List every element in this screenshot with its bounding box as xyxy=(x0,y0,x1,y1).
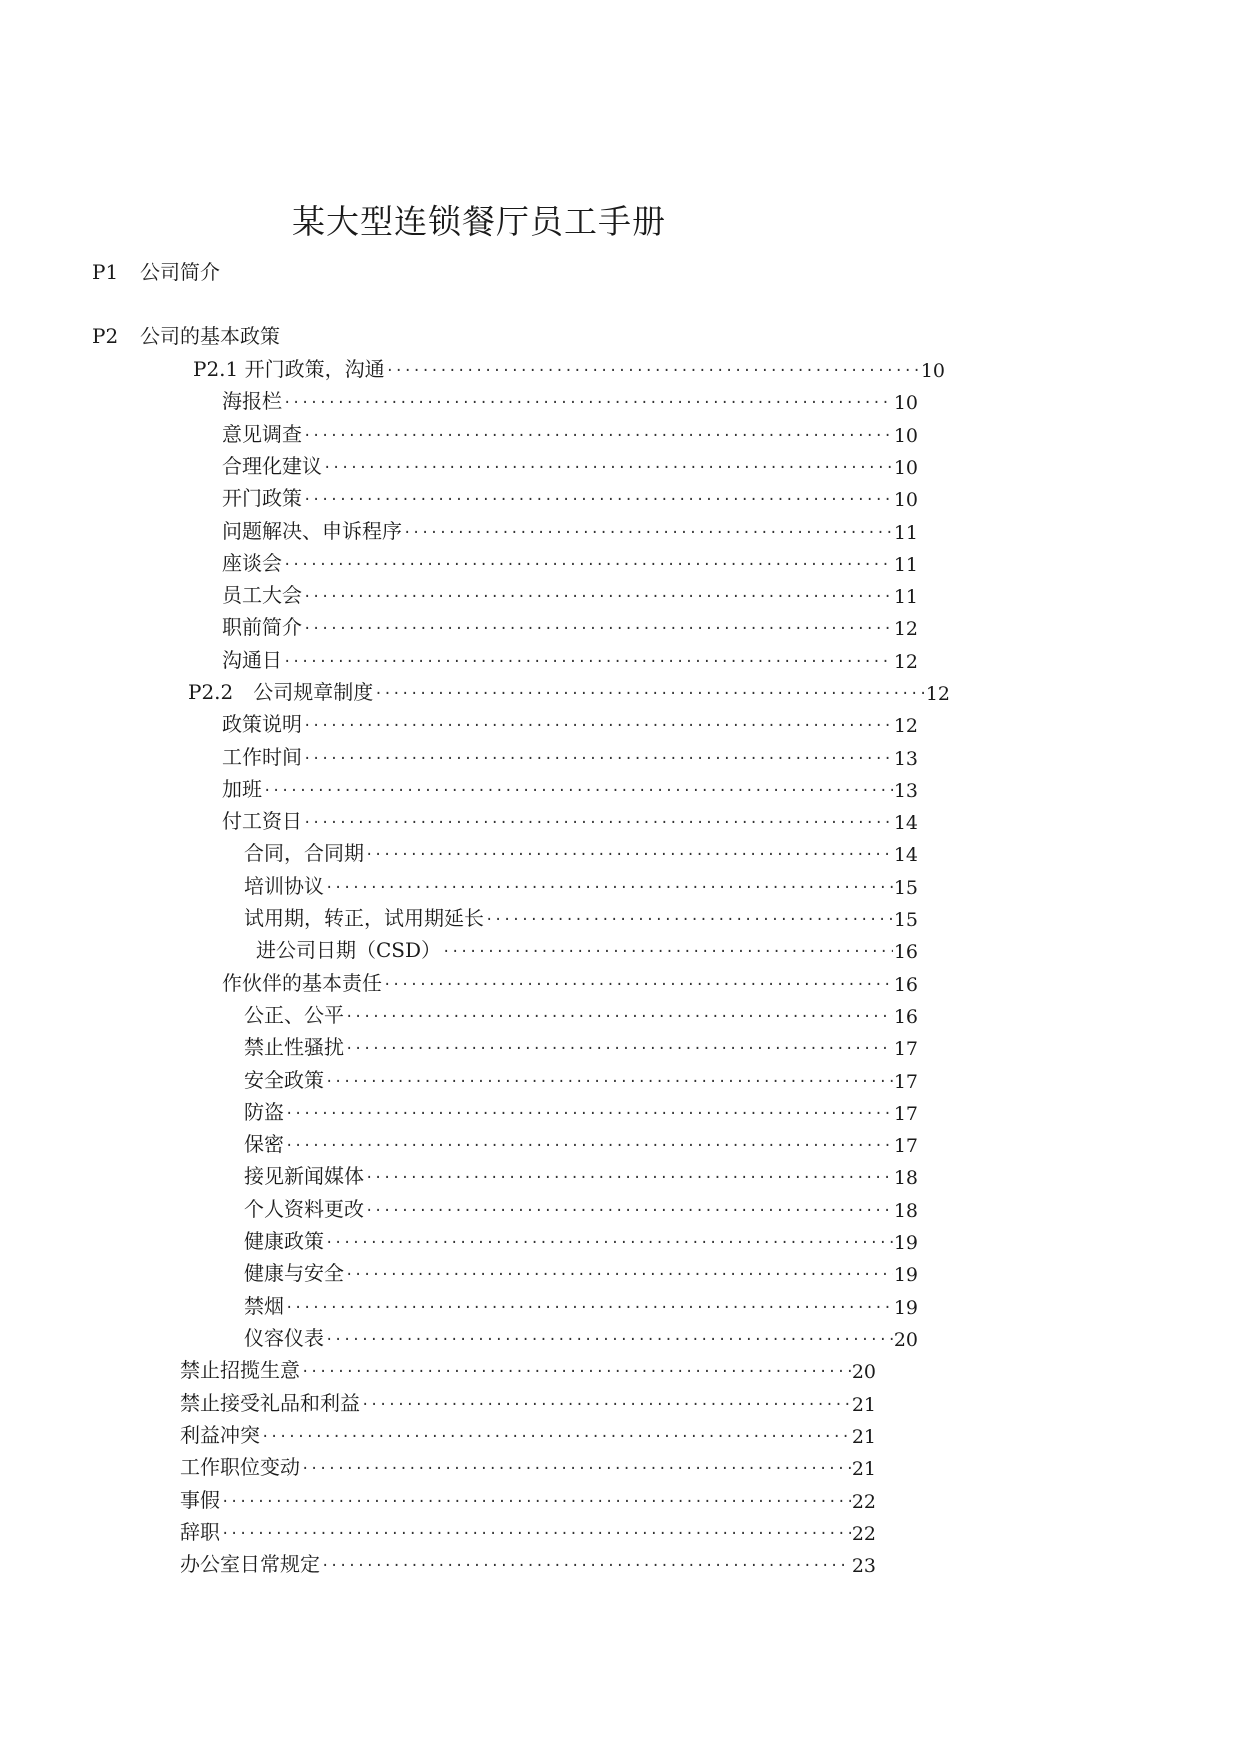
toc-entry xyxy=(222,802,918,834)
toc-page-number: 12 xyxy=(893,618,918,640)
dot-leader xyxy=(374,687,925,701)
toc-entry-label: 合同，合同期 xyxy=(244,841,364,865)
toc-page-number: 21 xyxy=(851,1394,876,1416)
toc-entry-label: 意见调查 xyxy=(222,422,302,446)
toc-page-number: 20 xyxy=(893,1329,918,1351)
dot-leader xyxy=(403,526,893,540)
toc-entry xyxy=(244,1028,918,1060)
toc-page-number: 16 xyxy=(893,1006,918,1028)
toc-entry xyxy=(244,1287,918,1319)
toc-entry-label: P2.1 开门政策，沟通 xyxy=(193,357,385,381)
toc-entry-label: 作伙伴的基本责任 xyxy=(222,971,382,995)
toc-page-number: 10 xyxy=(920,360,945,382)
dot-leader xyxy=(345,1010,893,1024)
toc-entry-label: 加班 xyxy=(222,777,262,801)
dot-leader xyxy=(303,590,893,604)
toc-entry-label: 进公司日期（CSD） xyxy=(256,938,442,962)
toc-entry-label: 问题解决、申诉程序 xyxy=(222,519,402,543)
dot-leader xyxy=(285,1107,893,1121)
dot-leader xyxy=(365,1204,893,1218)
toc-entry xyxy=(222,512,918,544)
toc-entry-label: 禁烟 xyxy=(244,1294,284,1318)
toc-entry-label: 健康政策 xyxy=(244,1229,324,1253)
toc-page-number: 10 xyxy=(893,425,918,447)
toc-page-number: 13 xyxy=(893,748,918,770)
dot-leader xyxy=(221,1495,851,1509)
toc-entry xyxy=(222,738,918,770)
toc-page-number: 17 xyxy=(893,1103,918,1125)
toc-page-number: 17 xyxy=(893,1038,918,1060)
section-label: 公司简介 xyxy=(140,260,220,284)
section-heading-p1 xyxy=(92,256,220,285)
toc-entry-label: 禁止性骚扰 xyxy=(244,1035,344,1059)
dot-leader xyxy=(325,1075,893,1089)
dot-leader xyxy=(386,364,920,378)
toc-page-number: 11 xyxy=(893,586,918,608)
toc-entry-label: 个人资料更改 xyxy=(244,1197,364,1221)
toc-entry-label: 利益冲突 xyxy=(180,1423,260,1447)
dot-leader xyxy=(283,558,893,572)
toc-page-number: 11 xyxy=(893,522,918,544)
toc-entry xyxy=(244,1319,918,1351)
toc-entry xyxy=(222,544,918,576)
toc-entry xyxy=(222,415,918,447)
toc-entry-label: 试用期，转正，试用期延长 xyxy=(244,906,484,930)
section-label: 公司的基本政策 xyxy=(140,324,280,348)
toc-entry xyxy=(222,447,918,479)
toc-entry-label: 事假 xyxy=(180,1488,220,1512)
dot-leader xyxy=(303,622,893,636)
toc-entry xyxy=(180,1416,876,1448)
dot-leader xyxy=(301,1462,851,1476)
toc-entry-label: 付工资日 xyxy=(222,809,302,833)
toc-entry xyxy=(222,641,918,673)
dot-leader xyxy=(365,848,893,862)
toc-entry-label: 政策说明 xyxy=(222,712,302,736)
toc-entry xyxy=(244,1157,918,1189)
toc-page-number: 15 xyxy=(893,877,918,899)
toc-page-number: 22 xyxy=(851,1523,876,1545)
toc-entry xyxy=(244,1125,918,1157)
toc-entry xyxy=(188,673,950,705)
toc-entry xyxy=(180,1351,876,1383)
toc-entry xyxy=(244,1222,918,1254)
toc-entry-label: 办公室日常规定 xyxy=(180,1552,320,1576)
toc-entry-label: 座谈会 xyxy=(222,551,282,575)
dot-leader xyxy=(285,1139,893,1153)
toc-entry-label: 禁止招揽生意 xyxy=(180,1358,300,1382)
toc-page-number: 12 xyxy=(925,683,950,705)
toc-page-number: 10 xyxy=(893,457,918,479)
toc-entry-label: 职前简介 xyxy=(222,615,302,639)
dot-leader xyxy=(325,1236,893,1250)
toc-entry-label: 工作时间 xyxy=(222,745,302,769)
dot-leader xyxy=(485,913,893,927)
toc-entry xyxy=(244,1061,918,1093)
section-number: P1 xyxy=(92,260,119,284)
toc-entry xyxy=(222,964,918,996)
dot-leader xyxy=(321,1559,851,1573)
dot-leader xyxy=(283,655,893,669)
dot-leader xyxy=(221,1527,851,1541)
toc-entry-label: 合理化建议 xyxy=(222,454,322,478)
toc-page-number: 21 xyxy=(851,1426,876,1448)
toc-entry-label: P2.2 公司规章制度 xyxy=(188,680,374,704)
toc-entry-label: 沟通日 xyxy=(222,648,282,672)
toc-page-number: 15 xyxy=(893,909,918,931)
toc-entry-label: 接见新闻媒体 xyxy=(244,1164,364,1188)
toc-page-number: 23 xyxy=(851,1555,876,1577)
dot-leader xyxy=(383,978,893,992)
toc-page-number: 21 xyxy=(851,1458,876,1480)
dot-leader xyxy=(442,945,893,959)
toc-page-number: 13 xyxy=(893,780,918,802)
toc-page-number: 11 xyxy=(893,554,918,576)
dot-leader xyxy=(285,1301,893,1315)
section-number: P2 xyxy=(92,324,119,348)
toc-entry-label: 开门政策 xyxy=(222,486,302,510)
toc-entry-label: 健康与安全 xyxy=(244,1261,344,1285)
dot-leader xyxy=(301,1365,851,1379)
toc-page-number: 12 xyxy=(893,715,918,737)
toc-page-number: 18 xyxy=(893,1167,918,1189)
toc-entry xyxy=(180,1545,876,1577)
toc-entry xyxy=(180,1513,876,1545)
toc-entry-label: 辞职 xyxy=(180,1520,220,1544)
toc-page-number: 16 xyxy=(893,941,918,963)
toc-entry xyxy=(244,1093,918,1125)
dot-leader xyxy=(303,816,893,830)
dot-leader xyxy=(325,1333,893,1347)
toc-entry xyxy=(222,576,918,608)
toc-entry xyxy=(244,996,918,1028)
section-heading-p2 xyxy=(92,320,280,349)
toc-page-number: 18 xyxy=(893,1200,918,1222)
toc-page-number: 14 xyxy=(893,844,918,866)
dot-leader xyxy=(365,1171,893,1185)
dot-leader xyxy=(303,429,893,443)
dot-leader xyxy=(303,719,893,733)
toc-entry xyxy=(244,834,918,866)
dot-leader xyxy=(345,1268,893,1282)
toc-page-number: 16 xyxy=(893,974,918,996)
dot-leader xyxy=(325,881,893,895)
toc-page-number: 19 xyxy=(893,1297,918,1319)
toc-page-number: 19 xyxy=(893,1232,918,1254)
toc-page-number: 19 xyxy=(893,1264,918,1286)
toc-entry xyxy=(180,1481,876,1513)
toc-entry-label: 防盗 xyxy=(244,1100,284,1124)
toc-entry xyxy=(222,608,918,640)
dot-leader xyxy=(361,1398,851,1412)
toc-page-number: 10 xyxy=(893,489,918,511)
dot-leader xyxy=(345,1042,893,1056)
toc-page-number: 10 xyxy=(893,392,918,414)
toc-entry xyxy=(222,770,918,802)
document-title: 某大型连锁餐厅员工手册 xyxy=(292,202,666,241)
toc-entry-label: 公正、公平 xyxy=(244,1003,344,1027)
toc-entry xyxy=(244,899,918,931)
toc-entry xyxy=(222,382,918,414)
toc-page-number: 20 xyxy=(851,1361,876,1383)
toc-entry xyxy=(256,931,918,963)
toc-entry-label: 禁止接受礼品和利益 xyxy=(180,1391,360,1415)
toc-entry xyxy=(244,1190,918,1222)
toc-entry xyxy=(180,1384,876,1416)
toc-page-number: 14 xyxy=(893,812,918,834)
toc-page-number: 17 xyxy=(893,1135,918,1157)
toc-page-number: 22 xyxy=(851,1491,876,1513)
toc-entry-label: 保密 xyxy=(244,1132,284,1156)
toc-entry-label: 培训协议 xyxy=(244,874,324,898)
toc-entry xyxy=(193,350,945,382)
toc-page-number: 12 xyxy=(893,651,918,673)
dot-leader xyxy=(261,1430,851,1444)
toc-entry-label: 安全政策 xyxy=(244,1068,324,1092)
toc-entry-label: 工作职位变动 xyxy=(180,1455,300,1479)
toc-entry xyxy=(244,867,918,899)
dot-leader xyxy=(303,493,893,507)
toc-entry-label: 仪容仪表 xyxy=(244,1326,324,1350)
dot-leader xyxy=(303,752,893,766)
toc-page-number: 17 xyxy=(893,1071,918,1093)
dot-leader xyxy=(283,396,893,410)
toc-entry-label: 员工大会 xyxy=(222,583,302,607)
toc-entry xyxy=(222,705,918,737)
toc-entry xyxy=(244,1254,918,1286)
toc-entry xyxy=(180,1448,876,1480)
toc-entry xyxy=(222,479,918,511)
dot-leader xyxy=(263,784,893,798)
toc-entry-label: 海报栏 xyxy=(222,389,282,413)
dot-leader xyxy=(323,461,893,475)
